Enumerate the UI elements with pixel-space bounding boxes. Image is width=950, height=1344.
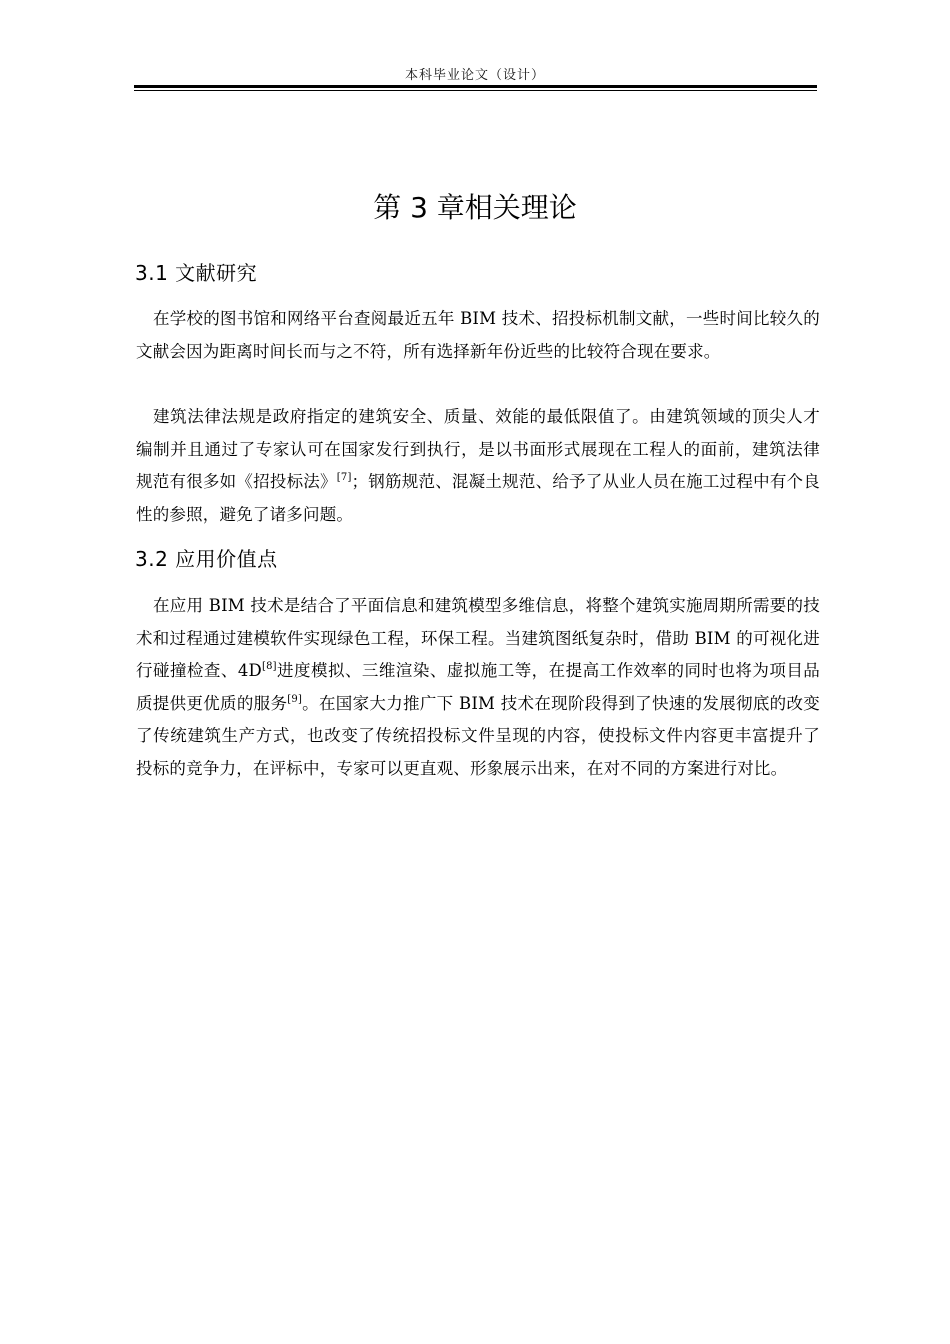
paragraph-text: 进度模拟、三维渲染、虚拟施工等，在提高工作效率的同时也将为项目品质提供更优质的服务 [136,661,821,713]
citation-ref: [7] [336,472,352,483]
paragraph-text: 建筑法律法规是政府指定的建筑安全、质量、效能的最低限值了。由建筑领域的顶尖人才编制并且通过了专家认可在国家发行到执行，是以书面形式展现在工程人的面前，建筑法律规范有很多如《招投标法》 [136,407,820,491]
section-heading-3-2: 3.2 应用价值点 [135,547,278,571]
chapter-title: 第 3 章相关理论 [373,191,577,224]
paragraph-text: 。在国家大力推广下 BIM 技术在现阶段得到了快速的发展彻底的改变了传统建筑生产方式，也改变了传统招投标文件呈现的内容，使投标文件内容更丰富提升了投标的竞争力，在评标中，专家可以更直观、形象展示出来，在对不同的方案进行对比。 [136,693,820,778]
citation-ref: [8] [262,661,277,672]
section-heading-3-1: 3.1 文献研究 [135,261,258,285]
page-header: 本科毕业论文（设计） [404,68,545,83]
header-rule-thin [134,90,817,91]
header-rule [134,85,817,88]
paragraph-application-value [136,590,820,785]
paragraph-building-regulations [136,401,820,531]
citation-ref: [9] [287,693,303,705]
paragraph-text: ；钢筋规范、混凝土规范、给予了从业人员在施工过程中有个良性的参照，避免了诸多问题。 [136,472,820,524]
paragraph-literature-review: 在学校的图书馆和网络平台查阅最近五年 BIM 技术、招投标机制文献，一些时间比较久的文献会因为距离时间长而与之不符，所有选择新年份近些的比较符合现在要求。 [136,309,820,361]
paragraph-text: 在应用 BIM 技术是结合了平面信息和建筑模型多维信息，将整个建筑实施周期所需要的技术和过程通过建模软件实现绿色工程，环保工程。当建筑图纸复杂时，借助 BIM 的可视化进行碰撞检查、4D [136,596,820,680]
